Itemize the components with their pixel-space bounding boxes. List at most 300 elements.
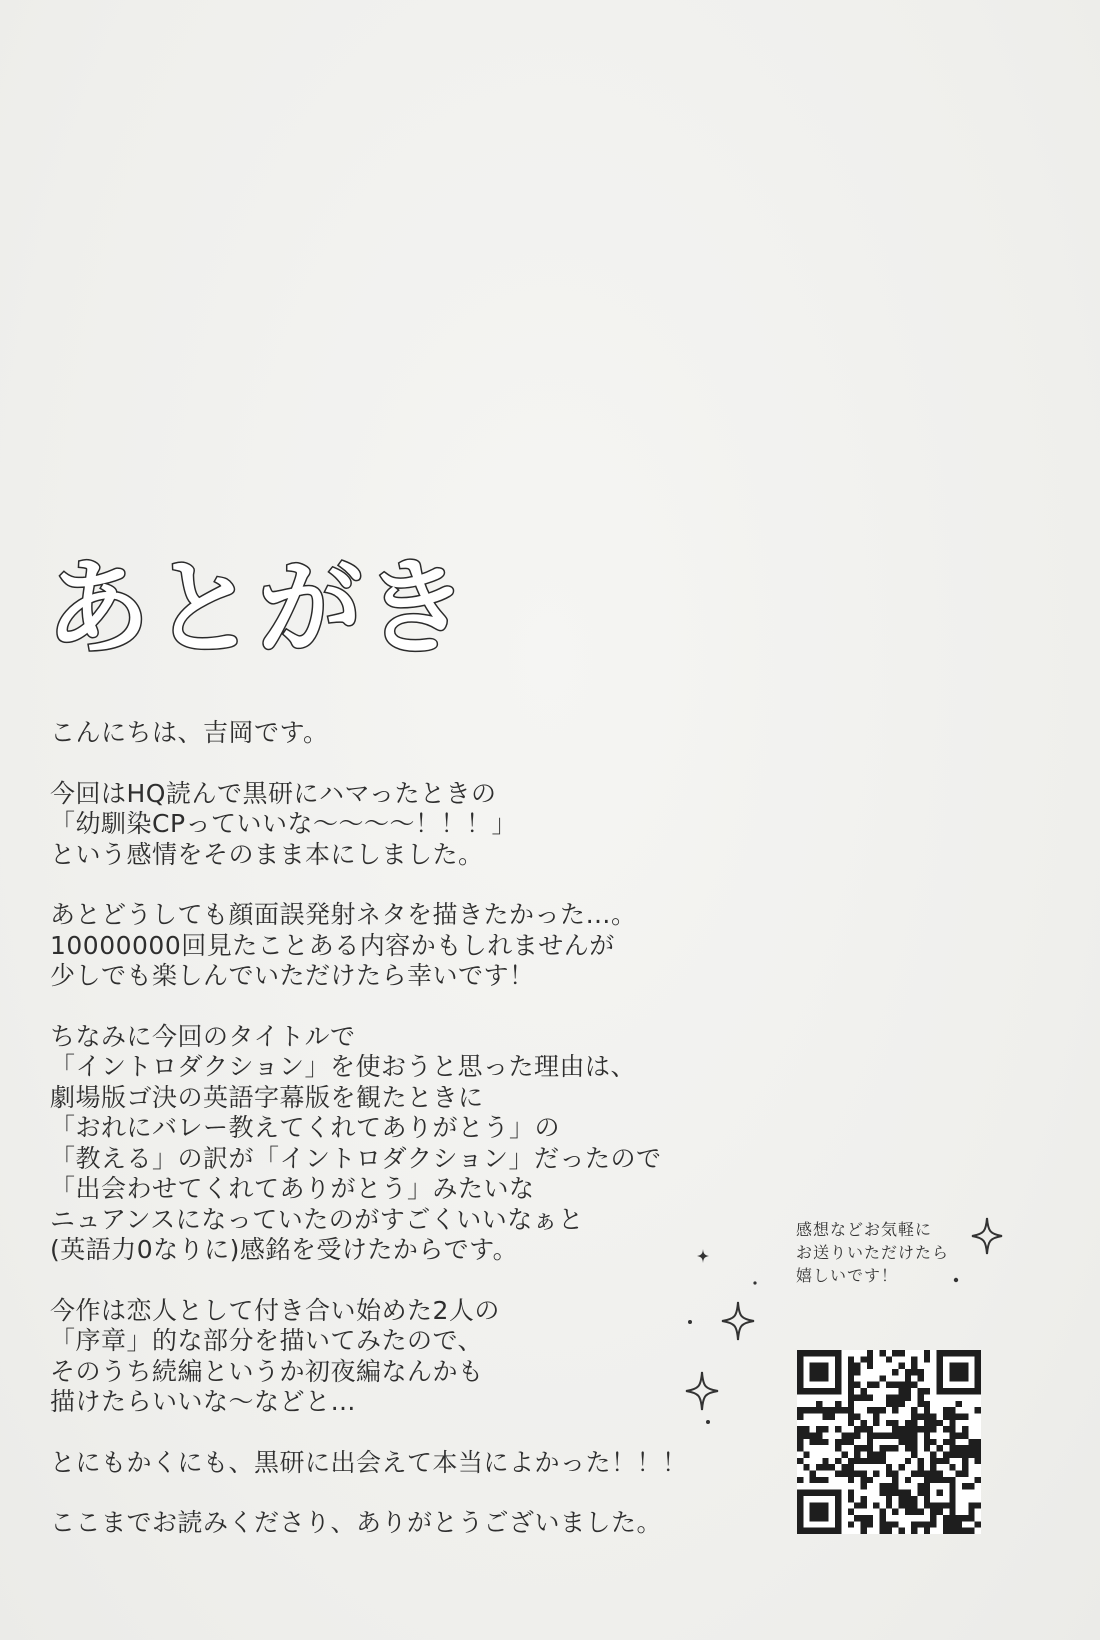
qr-module <box>975 1458 981 1464</box>
qr-module <box>797 1515 803 1521</box>
qr-module <box>867 1445 873 1451</box>
qr-module <box>873 1502 879 1508</box>
qr-module <box>841 1432 847 1438</box>
qr-module <box>803 1388 809 1394</box>
qr-module <box>962 1452 968 1458</box>
qr-module <box>962 1528 968 1534</box>
qr-module <box>937 1388 943 1394</box>
qr-module <box>860 1420 866 1426</box>
qr-module <box>810 1432 816 1438</box>
text-line: ちなみに今回のタイトルで <box>50 1021 356 1051</box>
qr-module <box>956 1452 962 1458</box>
qr-module <box>860 1496 866 1502</box>
sparkle-icon <box>720 1300 756 1342</box>
qr-module <box>943 1515 949 1521</box>
qr-module <box>899 1401 905 1407</box>
qr-module <box>835 1515 841 1521</box>
qr-module <box>892 1401 898 1407</box>
paragraph-closing <box>50 1508 750 1539</box>
qr-module <box>949 1375 955 1381</box>
qr-module <box>918 1471 924 1477</box>
qr-module <box>803 1490 809 1496</box>
qr-module <box>860 1458 866 1464</box>
qr-module <box>854 1445 860 1451</box>
text-line: あとどうしても顔面誤発射ネタを描きたかった…。 <box>50 900 637 929</box>
qr-module <box>822 1464 828 1470</box>
qr-module <box>886 1432 892 1438</box>
qr-module <box>949 1426 955 1432</box>
qr-module <box>886 1394 892 1400</box>
qr-module <box>975 1363 981 1369</box>
paragraph-title-reason <box>50 1022 750 1266</box>
paragraph-story-idea <box>50 900 750 992</box>
qr-module <box>822 1369 828 1375</box>
qr-module <box>975 1356 981 1362</box>
afterword-body <box>50 718 750 1569</box>
qr-module <box>879 1458 885 1464</box>
qr-module <box>892 1483 898 1489</box>
text-line: 「出会わせてくれてありがとう」みたいな <box>50 1174 535 1203</box>
qr-module <box>905 1445 911 1451</box>
qr-module <box>975 1439 981 1445</box>
qr-module <box>949 1432 955 1438</box>
qr-module <box>879 1509 885 1515</box>
qr-module <box>956 1401 962 1407</box>
qr-module <box>848 1420 854 1426</box>
qr-module <box>949 1350 955 1356</box>
qr-module <box>930 1452 936 1458</box>
text-line: 劇場版ゴ決の英語字幕版を観たときに <box>50 1082 484 1112</box>
qr-module <box>860 1394 866 1400</box>
qr-module <box>892 1407 898 1413</box>
qr-module <box>816 1407 822 1413</box>
qr-module <box>905 1490 911 1496</box>
qr-module <box>924 1521 930 1527</box>
qr-module <box>918 1483 924 1489</box>
qr-module <box>879 1445 885 1451</box>
qr-module <box>867 1407 873 1413</box>
qr-module <box>797 1528 803 1534</box>
qr-module <box>905 1496 911 1502</box>
qr-module <box>905 1502 911 1508</box>
qr-module <box>835 1471 841 1477</box>
qr-module <box>911 1509 917 1515</box>
qr-module <box>968 1483 974 1489</box>
qr-module <box>810 1528 816 1534</box>
qr-module <box>962 1432 968 1438</box>
qr-module <box>816 1509 822 1515</box>
qr-module <box>962 1413 968 1419</box>
qr-module <box>911 1471 917 1477</box>
qr-module <box>822 1388 828 1394</box>
qr-module <box>943 1477 949 1483</box>
qr-module <box>886 1471 892 1477</box>
qr-module <box>797 1350 803 1356</box>
qr-module <box>956 1528 962 1534</box>
qr-module <box>816 1363 822 1369</box>
qr-module <box>822 1515 828 1521</box>
qr-module <box>918 1509 924 1515</box>
qr-module <box>918 1369 924 1375</box>
sparkle-icon <box>952 1276 960 1284</box>
qr-module <box>911 1356 917 1362</box>
qr-module <box>956 1471 962 1477</box>
text-line: 「イントロダクション」を使おうと思った理由は、 <box>50 1052 637 1081</box>
feedback-line: 感想などお気軽に <box>796 1220 933 1239</box>
qr-module <box>810 1509 816 1515</box>
qr-module <box>962 1515 968 1521</box>
qr-module <box>879 1521 885 1527</box>
qr-module <box>848 1356 854 1362</box>
qr-module <box>803 1407 809 1413</box>
qr-module <box>924 1420 930 1426</box>
qr-module <box>860 1445 866 1451</box>
qr-module <box>937 1458 943 1464</box>
text-line: こんにちは、吉岡です。 <box>50 718 329 747</box>
qr-module <box>956 1521 962 1527</box>
qr-module <box>822 1509 828 1515</box>
qr-module <box>905 1375 911 1381</box>
qr-module <box>848 1458 854 1464</box>
qr-module <box>911 1363 917 1369</box>
qr-module <box>930 1502 936 1508</box>
qr-module <box>879 1515 885 1521</box>
qr-module <box>886 1528 892 1534</box>
sparkle-icon <box>696 1248 710 1264</box>
qr-module <box>822 1439 828 1445</box>
qr-module <box>911 1521 917 1527</box>
feedback-line: お送りいただけたら <box>796 1243 950 1262</box>
qr-module <box>930 1477 936 1483</box>
qr-module <box>835 1490 841 1496</box>
qr-module <box>892 1426 898 1432</box>
qr-module <box>899 1464 905 1470</box>
paragraph-sequel <box>50 1296 750 1418</box>
qr-module <box>962 1363 968 1369</box>
qr-module <box>892 1432 898 1438</box>
qr-module <box>905 1439 911 1445</box>
qr-module <box>943 1426 949 1432</box>
qr-module <box>841 1471 847 1477</box>
qr-module <box>949 1363 955 1369</box>
qr-module <box>816 1350 822 1356</box>
qr-module <box>854 1363 860 1369</box>
qr-module <box>835 1509 841 1515</box>
qr-module <box>937 1502 943 1508</box>
qr-module <box>879 1452 885 1458</box>
qr-module <box>835 1350 841 1356</box>
text-line: とにもかくにも、黒研に出会えて本当によかった！！！ <box>50 1447 688 1477</box>
text-line: そのうち続編というか初夜編なんかも <box>50 1356 484 1386</box>
qr-module <box>797 1375 803 1381</box>
qr-module <box>848 1471 854 1477</box>
qr-module <box>975 1375 981 1381</box>
qr-module <box>892 1394 898 1400</box>
text-line: という感情をそのまま本にしました。 <box>50 839 484 869</box>
qr-module <box>943 1407 949 1413</box>
qr-module <box>937 1350 943 1356</box>
qr-module <box>918 1464 924 1470</box>
qr-module <box>975 1388 981 1394</box>
text-line: 少しでも楽しんでいただけたら幸いです！ <box>50 961 535 990</box>
qr-module <box>810 1502 816 1508</box>
qr-module <box>975 1445 981 1451</box>
qr-module <box>848 1477 854 1483</box>
qr-module <box>835 1496 841 1502</box>
qr-module <box>962 1426 968 1432</box>
qr-module <box>886 1496 892 1502</box>
qr-module <box>822 1528 828 1534</box>
qr-module <box>949 1407 955 1413</box>
qr-module <box>911 1407 917 1413</box>
qr-module <box>860 1502 866 1508</box>
qr-module <box>886 1464 892 1470</box>
qr-module <box>918 1375 924 1381</box>
qr-module <box>905 1477 911 1483</box>
qr-module <box>905 1458 911 1464</box>
qr-module <box>918 1521 924 1527</box>
qr-module <box>930 1458 936 1464</box>
qr-module <box>873 1413 879 1419</box>
qr-module <box>949 1445 955 1451</box>
qr-module <box>797 1521 803 1527</box>
qr-module <box>962 1388 968 1394</box>
qr-module <box>822 1407 828 1413</box>
qr-module <box>892 1445 898 1451</box>
qr-module <box>937 1445 943 1451</box>
qr-module <box>899 1502 905 1508</box>
qr-module <box>854 1502 860 1508</box>
qr-module <box>918 1388 924 1394</box>
qr-module <box>854 1458 860 1464</box>
qr-module <box>816 1375 822 1381</box>
qr-module <box>943 1388 949 1394</box>
qr-module <box>848 1369 854 1375</box>
qr-module <box>924 1407 930 1413</box>
qr-module <box>835 1439 841 1445</box>
qr-module <box>797 1509 803 1515</box>
qr-module <box>810 1375 816 1381</box>
paragraph-greeting <box>50 718 750 749</box>
qr-module <box>854 1413 860 1419</box>
text-line: (英語力0なりに)感銘を受けたからです。 <box>50 1235 519 1264</box>
qr-module <box>829 1407 835 1413</box>
qr-module <box>803 1528 809 1534</box>
qr-module <box>822 1426 828 1432</box>
qr-module <box>886 1502 892 1508</box>
qr-module <box>810 1388 816 1394</box>
qr-module <box>924 1528 930 1534</box>
sparkle-icon <box>704 1418 712 1426</box>
qr-module <box>835 1407 841 1413</box>
text-line: 「序章」的な部分を描いてみたので、 <box>50 1326 484 1355</box>
qr-module <box>892 1420 898 1426</box>
qr-module <box>829 1490 835 1496</box>
qr-module <box>911 1420 917 1426</box>
qr-module <box>892 1382 898 1388</box>
qr-module <box>937 1509 943 1515</box>
qr-module <box>803 1432 809 1438</box>
qr-module <box>899 1382 905 1388</box>
qr-module <box>867 1452 873 1458</box>
qr-module <box>854 1394 860 1400</box>
qr-module <box>860 1483 866 1489</box>
qr-module <box>930 1420 936 1426</box>
qr-module <box>905 1509 911 1515</box>
qr-module <box>867 1458 873 1464</box>
qr-module <box>924 1502 930 1508</box>
qr-module <box>911 1528 917 1534</box>
qr-module <box>975 1369 981 1375</box>
qr-module <box>918 1394 924 1400</box>
qr-module <box>803 1350 809 1356</box>
qr-module <box>867 1394 873 1400</box>
qr-module <box>975 1407 981 1413</box>
qr-module <box>956 1350 962 1356</box>
qr-module <box>968 1439 974 1445</box>
qr-module <box>937 1490 943 1496</box>
qr-module <box>854 1452 860 1458</box>
qr-module <box>924 1350 930 1356</box>
qr-module <box>848 1439 854 1445</box>
qr-module <box>848 1363 854 1369</box>
qr-module <box>924 1426 930 1432</box>
sparkle-icon <box>684 1370 720 1412</box>
qr-module <box>835 1382 841 1388</box>
qr-module <box>835 1369 841 1375</box>
qr-module <box>860 1471 866 1477</box>
qr-module <box>930 1515 936 1521</box>
qr-module <box>873 1420 879 1426</box>
qr-module <box>924 1483 930 1489</box>
qr-module <box>968 1528 974 1534</box>
qr-module <box>886 1401 892 1407</box>
qr-module <box>924 1477 930 1483</box>
qr-module <box>860 1426 866 1432</box>
qr-module <box>879 1350 885 1356</box>
text-line: 今作は恋人として付き合い始めた2人の <box>50 1295 500 1325</box>
qr-module <box>962 1464 968 1470</box>
qr-module <box>911 1369 917 1375</box>
feedback-line: 嬉しいです！ <box>796 1266 899 1285</box>
qr-module <box>968 1509 974 1515</box>
qr-module <box>886 1420 892 1426</box>
qr-module <box>899 1432 905 1438</box>
qr-module <box>956 1515 962 1521</box>
qr-module <box>924 1356 930 1362</box>
qr-module <box>810 1369 816 1375</box>
qr-module <box>854 1515 860 1521</box>
qr-module <box>797 1382 803 1388</box>
qr-module <box>822 1375 828 1381</box>
qr-module <box>835 1426 841 1432</box>
qr-module <box>943 1528 949 1534</box>
qr-module <box>930 1509 936 1515</box>
qr-module <box>911 1452 917 1458</box>
qr-module <box>848 1496 854 1502</box>
qr-module <box>937 1375 943 1381</box>
qr-module <box>816 1401 822 1407</box>
qr-module <box>873 1471 879 1477</box>
qr-module <box>848 1382 854 1388</box>
qr-module <box>886 1490 892 1496</box>
qr-module <box>797 1496 803 1502</box>
qr-module <box>797 1363 803 1369</box>
qr-module <box>899 1394 905 1400</box>
qr-module <box>892 1350 898 1356</box>
qr-module <box>810 1490 816 1496</box>
qr-module <box>879 1483 885 1489</box>
qr-module <box>797 1490 803 1496</box>
qr-module <box>816 1369 822 1375</box>
qr-module <box>797 1432 803 1438</box>
qr-module <box>797 1439 803 1445</box>
qr-module <box>949 1515 955 1521</box>
qr-module <box>892 1490 898 1496</box>
qr-module <box>899 1496 905 1502</box>
qr-module <box>860 1388 866 1394</box>
qr-module <box>949 1502 955 1508</box>
qr-module <box>956 1445 962 1451</box>
qr-module <box>822 1413 828 1419</box>
qr-module <box>879 1528 885 1534</box>
qr-module <box>797 1369 803 1375</box>
qr-module <box>810 1471 816 1477</box>
qr-module <box>835 1401 841 1407</box>
qr-module <box>962 1375 968 1381</box>
qr-module <box>975 1382 981 1388</box>
text-line: 描けたらいいな〜などと… <box>50 1387 357 1416</box>
qr-code-icon[interactable] <box>797 1350 981 1534</box>
qr-module <box>867 1426 873 1432</box>
qr-module <box>962 1369 968 1375</box>
page-title: あとがき <box>46 547 471 669</box>
qr-module <box>822 1477 828 1483</box>
qr-module <box>848 1490 854 1496</box>
qr-module <box>892 1471 898 1477</box>
qr-module <box>816 1528 822 1534</box>
qr-module <box>937 1363 943 1369</box>
qr-module <box>860 1521 866 1527</box>
qr-module <box>911 1496 917 1502</box>
qr-module <box>873 1432 879 1438</box>
qr-module <box>956 1375 962 1381</box>
qr-module <box>835 1356 841 1362</box>
qr-module <box>822 1363 828 1369</box>
qr-module <box>905 1382 911 1388</box>
qr-module <box>854 1369 860 1375</box>
qr-module <box>956 1432 962 1438</box>
qr-module <box>937 1382 943 1388</box>
qr-module <box>949 1509 955 1515</box>
feedback-promo <box>700 1218 1000 1538</box>
qr-module <box>835 1458 841 1464</box>
qr-module <box>860 1515 866 1521</box>
qr-module <box>943 1521 949 1527</box>
qr-module <box>835 1528 841 1534</box>
sparkle-icon <box>686 1318 694 1326</box>
qr-module <box>829 1528 835 1534</box>
qr-module <box>949 1439 955 1445</box>
qr-module <box>968 1350 974 1356</box>
qr-module <box>949 1452 955 1458</box>
qr-module <box>867 1350 873 1356</box>
qr-module <box>892 1521 898 1527</box>
qr-module <box>860 1477 866 1483</box>
qr-module <box>968 1515 974 1521</box>
qr-module <box>886 1382 892 1388</box>
paragraph-motivation <box>50 779 750 871</box>
